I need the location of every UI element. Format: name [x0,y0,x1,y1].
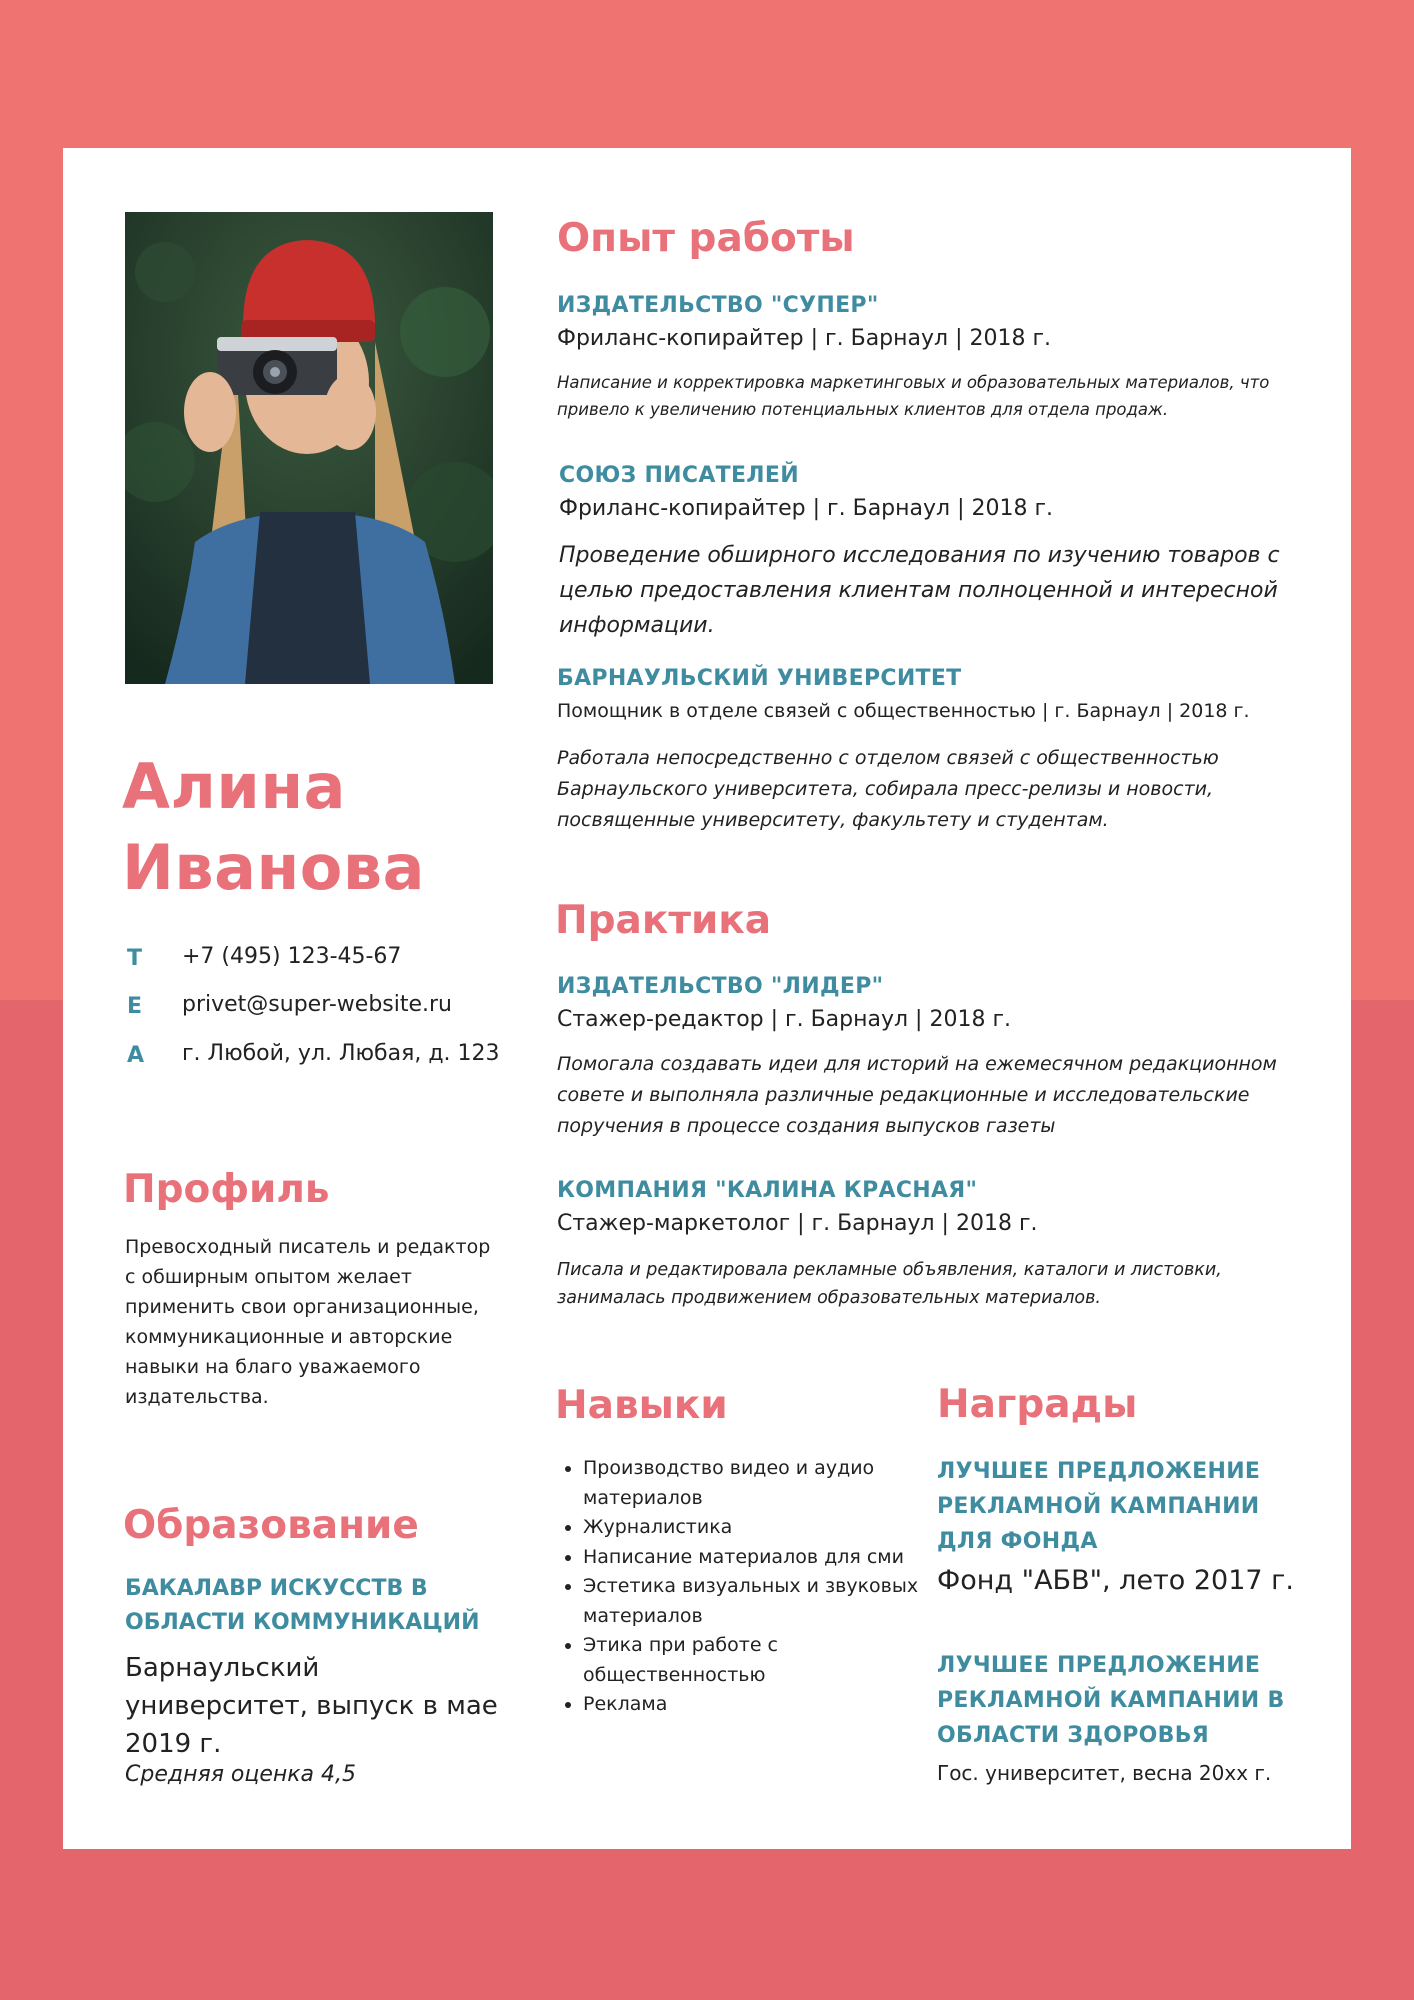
skills-heading: Навыки [555,1383,728,1428]
profile-text: Превосходный писатель и редактор с обширным опытом желает применить свои организационные, коммуникационные и авторские навыки на благо уважаемого издательства. [125,1236,491,1408]
job-company: ИЗДАТЕЛЬСТВО "СУПЕР" [557,293,879,318]
skill-item: • Производство видео и аудио материалов [583,1454,943,1513]
award-title: ЛУЧШЕЕ ПРЕДЛОЖЕНИЕ РЕКЛАМНОЙ КАМПАНИИ В ОБЛАСТИ ЗДОРОВЬЯ [937,1653,1285,1748]
last-name: Иванова [122,831,425,904]
education-school: Барнаульский университет, выпуск в мае 2019 г. [125,1653,498,1759]
practice-company: ИЗДАТЕЛЬСТВО "ЛИДЕР" [557,974,884,999]
award-detail: Гос. университет, весна 20хх г. [937,1761,1272,1785]
experience-heading: Опыт работы [557,216,855,261]
practice-description: Помогала создавать идеи для историй на ежемесячном редакционном совете и выполняла различные редакционные и исследовательские поручения в процессе создания выпусков газеты [557,1053,1277,1137]
profile-heading: Профиль [123,1167,330,1212]
skill-item: • Этика при работе с общественностью [583,1631,943,1690]
awards-heading: Награды [937,1382,1138,1427]
education-degree: БАКАЛАВР ИСКУССТВ В ОБЛАСТИ КОММУНИКАЦИЙ [125,1576,480,1635]
practice-company: КОМПАНИЯ "КАЛИНА КРАСНАЯ" [557,1178,978,1203]
job-role: Помощник в отделе связей с общественностью | г. Барнаул | 2018 г. [557,700,1250,722]
practice-role: Стажер-редактор | г. Барнаул | 2018 г. [557,1007,1011,1032]
phone-label: T [127,946,143,971]
job-description: Работала непосредственно с отделом связей с общественностью Барнаульского университета, собирала пресс-релизы и новости, посвященные университету, факультету и студентам. [557,747,1219,831]
job-role: Фриланс-копирайтер | г. Барнаул | 2018 г. [559,496,1054,521]
job-company: БАРНАУЛЬСКИЙ УНИВЕРСИТЕТ [557,666,962,691]
candidate-name [122,746,502,908]
skills-list [555,1454,943,1720]
practice-description: Писала и редактировала рекламные объявления, каталоги и листовки, занималась продвижением образовательных материалов. [557,1260,1222,1308]
phone-value: +7 (495) 123-45-67 [182,944,402,969]
skill-item: • Написание материалов для сми [583,1543,943,1573]
first-name: Алина [122,750,347,823]
practice-heading: Практика [555,898,772,943]
address-value: г. Любой, ул. Любая, д. 123 [182,1041,500,1066]
address-label: A [127,1043,145,1068]
job-role: Фриланс-копирайтер | г. Барнаул | 2018 г. [557,326,1052,351]
job-company: СОЮЗ ПИСАТЕЛЕЙ [559,463,799,488]
skill-item: • Эстетика визуальных и звуковых материалов [583,1572,943,1631]
skill-item: • Реклама [583,1690,943,1720]
practice-role: Стажер-маркетолог | г. Барнаул | 2018 г. [557,1211,1038,1236]
job-description: Проведение обширного исследования по изучению товаров с целью предоставления клиентам полноценной и интересной информации. [559,543,1280,638]
job-description: Написание и корректировка маркетинговых и образовательных материалов, что привело к увеличению потенциальных клиентов для отдела продаж. [557,373,1270,419]
profile-photo [125,212,493,684]
skill-item: • Журналистика [583,1513,943,1543]
education-grade: Средняя оценка 4,5 [125,1762,357,1787]
email-value: privet@super-website.ru [182,992,452,1017]
email-label: E [127,994,143,1019]
award-detail: Фонд "АБВ", лето 2017 г. [937,1565,1294,1596]
award-title: ЛУЧШЕЕ ПРЕДЛОЖЕНИЕ РЕКЛАМНОЙ КАМПАНИИ ДЛЯ ФОНДА [937,1459,1261,1554]
education-heading: Образование [123,1503,419,1548]
